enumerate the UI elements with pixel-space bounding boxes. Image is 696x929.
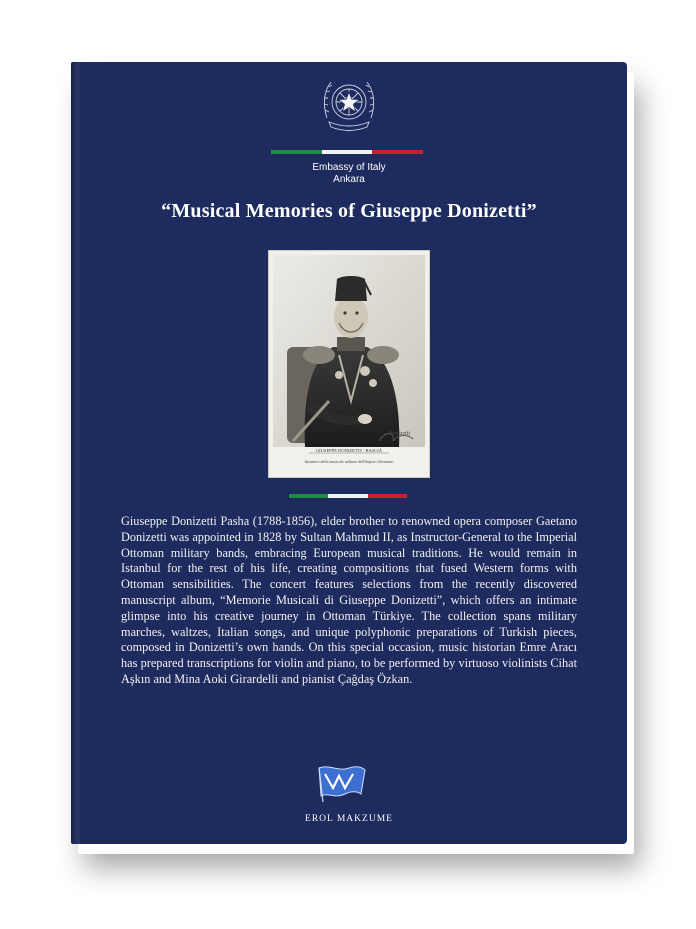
portrait-caption-name: GIUSEPPE DONIZETTI - BASCIÀ [315,448,383,453]
portrait-caption-line: Istruttore della musicale militare dell'Impero Ottomano [304,459,394,464]
book-cover [71,62,627,844]
portrait-signature: Donizetti [388,431,410,437]
publisher-name: EROL MAKZUME [305,814,393,824]
italian-flag-bar-bottom [289,494,407,498]
italian-republic-emblem-icon [317,72,381,136]
portrait-engraving [268,250,430,478]
embassy-name: Embassy of Italy [312,162,386,173]
embassy-city: Ankara [333,174,365,185]
italian-flag-bar-top [271,150,423,154]
description-paragraph: Giuseppe Donizetti Pasha (1788-1856), elder brother to renowned opera composer Gaetano Donizetti was appointed in 1828 by Sultan Mahmud II, as Instructor-General to the Imperial Ottoman military bands, embracing European musical traditions. He would remain in Istanbul for the rest of his life, creating compositions that fused Western forms with Ottoman sensibilities. The concert features selections from the recently discovered manuscript album, “Memorie Musicali di Giuseppe Donizetti”, which offers an intimate glimpse into his creative journey in Ottoman Türkiye. The collection spans military marches, waltzes, Italian songs, and unique polyphonic preparations of Turkish pieces, composed in Donizetti’s own hands. On this special occasion, music historian Emre Aracı has prepared transcriptions for violin and piano, to be performed by virtuoso violinists Cihat Aşkın and Mina Aoki Girardelli and pianist Çağdaş Özkan. [121,514,577,686]
cover-title: “Musical Memories of Giuseppe Donizetti” [161,200,537,222]
waving-flag-logo-icon [317,764,367,804]
